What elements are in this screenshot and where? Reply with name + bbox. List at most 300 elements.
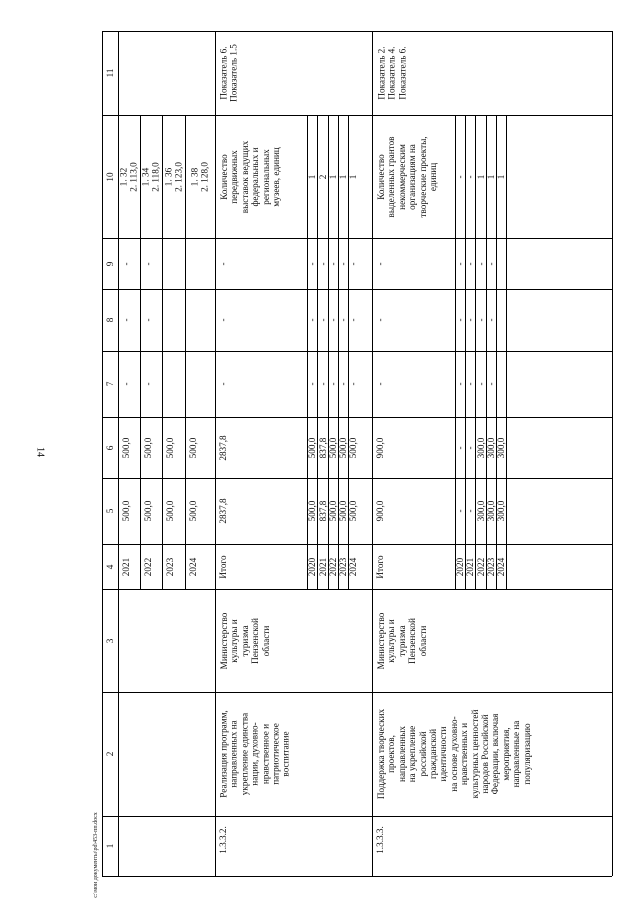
indicator-value-cell-line: 2. 113,0 bbox=[129, 161, 139, 192]
value-cell bbox=[455, 318, 465, 321]
value-cell bbox=[143, 437, 153, 458]
value-cell bbox=[121, 501, 131, 522]
column-number-5-line: 5 bbox=[104, 508, 115, 514]
total-value bbox=[375, 262, 385, 265]
column-boundary bbox=[102, 544, 612, 545]
value-cell bbox=[317, 382, 327, 385]
indicator-value-cell-line: 1 bbox=[327, 174, 338, 179]
value-cell-line: 500,0 bbox=[337, 437, 348, 458]
year-cell bbox=[475, 557, 485, 575]
section-name-line: Федерации, включая bbox=[490, 713, 501, 795]
value-cell-line: - bbox=[485, 318, 496, 322]
value-cell-line: - bbox=[464, 261, 475, 266]
value-cell-line: - bbox=[475, 382, 486, 386]
value-cell-line: - bbox=[120, 382, 131, 386]
indicator-value-cell-line: 1 bbox=[475, 174, 486, 179]
value-cell-line: - bbox=[142, 318, 153, 322]
column-boundary bbox=[102, 417, 612, 418]
executor-cell-line: туризма bbox=[239, 624, 250, 657]
value-cell-line: - bbox=[475, 261, 486, 266]
value-cell-line: - bbox=[454, 261, 465, 266]
value-cell bbox=[143, 501, 153, 522]
value-cell bbox=[496, 501, 506, 522]
value-cell bbox=[328, 382, 338, 385]
value-cell-line: - bbox=[306, 318, 317, 322]
executor-cell-line: Пензенской bbox=[250, 617, 261, 664]
value-cell-line: - bbox=[475, 318, 486, 322]
value-cell bbox=[317, 437, 327, 458]
value-cell-line: 500,0 bbox=[327, 437, 338, 458]
indicator-value-cell bbox=[328, 174, 338, 179]
total-value-line: - bbox=[217, 261, 228, 266]
value-cell-line: - bbox=[454, 445, 465, 450]
year-cell-line: 2021 bbox=[120, 557, 131, 576]
section-number-line: 1.3.3.3. bbox=[374, 826, 385, 854]
indicator-value-cell bbox=[163, 162, 184, 192]
value-cell bbox=[188, 501, 198, 522]
value-cell bbox=[465, 509, 475, 512]
total-value bbox=[375, 501, 385, 522]
section-separator bbox=[372, 31, 373, 876]
indicator-value-cell-line: - bbox=[454, 174, 465, 179]
section-name-line: направленные на bbox=[511, 720, 522, 788]
value-cell bbox=[455, 382, 465, 385]
indicator-name-line: некоммерческим bbox=[396, 143, 407, 210]
indicator-value-cell-line: 1. 32 bbox=[118, 167, 129, 186]
indicator-name-line: региональных bbox=[260, 148, 271, 205]
value-cell bbox=[307, 262, 317, 265]
section-name bbox=[219, 710, 292, 797]
value-cell bbox=[121, 262, 131, 265]
section-name-line: народов Российской bbox=[480, 714, 491, 794]
value-cell bbox=[486, 262, 496, 265]
total-value bbox=[218, 498, 228, 523]
value-cell bbox=[121, 382, 131, 385]
value-cell-line: 500,0 bbox=[306, 437, 317, 458]
value-cell-line: - bbox=[347, 261, 358, 266]
indicator-name-line: музеев, единиц bbox=[271, 146, 281, 207]
indicator-value-cell bbox=[190, 162, 211, 192]
year-cell bbox=[165, 557, 175, 575]
value-cell bbox=[328, 318, 338, 321]
year-cell bbox=[338, 557, 348, 575]
value-cell-line: - bbox=[485, 382, 496, 386]
year-cell bbox=[496, 557, 506, 575]
value-cell-line: - bbox=[337, 382, 348, 386]
value-cell bbox=[328, 437, 338, 458]
value-cell bbox=[328, 501, 338, 522]
section-name-line: на укрепление bbox=[407, 725, 418, 783]
value-cell bbox=[317, 318, 327, 321]
value-cell bbox=[475, 318, 485, 321]
executor-cell-line: туризма bbox=[396, 624, 407, 657]
value-cell bbox=[486, 318, 496, 321]
value-cell-line: - bbox=[464, 382, 475, 386]
indicator-value-cell-line: 1 bbox=[347, 174, 358, 179]
value-cell-line: - bbox=[454, 382, 465, 386]
section-name-line: проектов, bbox=[386, 735, 397, 773]
section-name-line: нации, духовно- bbox=[250, 722, 261, 786]
value-cell-line: 300,0 bbox=[485, 500, 496, 522]
column-boundary bbox=[102, 351, 612, 352]
executor-cell-line: области bbox=[260, 625, 271, 656]
indicator-name bbox=[219, 140, 281, 213]
column-boundary bbox=[102, 238, 612, 239]
indicator-value-cell-line: 1. 38 bbox=[189, 167, 200, 186]
section-number bbox=[375, 826, 385, 854]
indicator-name-line: единиц bbox=[428, 162, 438, 191]
value-cell-line: - bbox=[306, 382, 317, 386]
value-cell-line: 500,0 bbox=[306, 500, 317, 522]
total-label-line: Итого bbox=[217, 554, 228, 579]
executor-cell bbox=[219, 612, 271, 669]
indicator-value-cell-line: 1 bbox=[337, 174, 348, 179]
value-cell-line: - bbox=[454, 318, 465, 322]
total-value bbox=[218, 262, 228, 265]
value-cell bbox=[143, 382, 153, 385]
total-value-line: 900,0 bbox=[374, 500, 385, 522]
value-cell bbox=[475, 437, 485, 458]
indicator-value-cell-line: 2. 123,0 bbox=[173, 161, 184, 192]
indicator-name-line: выставок ведущих bbox=[239, 140, 250, 213]
file-path-footer: c:\мои документы\рd\453-пп.docx bbox=[93, 812, 99, 898]
value-cell-line: 500,0 bbox=[327, 500, 338, 522]
indicator-value-cell-line: 2. 118,0 bbox=[151, 161, 161, 192]
value-cell bbox=[348, 382, 358, 385]
value-cell bbox=[338, 318, 348, 321]
table-border bbox=[102, 31, 103, 876]
section-name-line: мероприятия, bbox=[500, 727, 511, 781]
value-cell bbox=[328, 262, 338, 265]
indicator-name bbox=[376, 136, 438, 217]
column-number-1 bbox=[105, 844, 115, 849]
indicator-value-cell-line: 2 bbox=[317, 174, 328, 179]
indicator-value-cell bbox=[465, 175, 475, 178]
row-separator bbox=[455, 115, 456, 589]
value-cell-line: - bbox=[142, 261, 153, 266]
section-name-line: укрепление единства bbox=[239, 712, 250, 796]
section-name-line: патриотическое bbox=[271, 723, 281, 785]
executor-cell-line: Министерство bbox=[218, 612, 229, 669]
section-name-line: нравственное и bbox=[260, 723, 271, 785]
indicator-value-cell bbox=[338, 174, 348, 179]
section-name-line: направленных bbox=[396, 726, 407, 782]
value-cell bbox=[486, 501, 496, 522]
value-cell-line: - bbox=[327, 318, 338, 322]
value-cell-line: - bbox=[347, 318, 358, 322]
table-border bbox=[102, 31, 612, 32]
section-number-line: 1.3.3.2. bbox=[217, 826, 228, 854]
year-cell bbox=[328, 557, 338, 575]
section-name-line: на основе духовно- bbox=[448, 716, 459, 792]
indicator-value-cell bbox=[348, 174, 358, 179]
total-label-line: Итого bbox=[374, 554, 385, 579]
indicator-value-cell-line: 1. 34 bbox=[140, 167, 151, 186]
column-number-6 bbox=[105, 445, 115, 450]
indicator-value-cell bbox=[317, 174, 327, 179]
value-cell bbox=[188, 437, 198, 458]
row-separator bbox=[465, 115, 466, 589]
total-value bbox=[375, 318, 385, 321]
executor-cell-line: Пензенской bbox=[407, 617, 418, 664]
indicator-reference-line: Показатель 4. bbox=[386, 46, 397, 100]
indicator-name-line: Количество bbox=[375, 153, 386, 200]
value-cell bbox=[143, 318, 153, 321]
indicator-value-cell bbox=[141, 162, 162, 192]
indicator-reference-line: Показатель 6. bbox=[396, 46, 407, 100]
indicator-name-line: выделенных грантов bbox=[386, 135, 397, 218]
section-name-line: гражданской bbox=[427, 728, 438, 780]
value-cell-line: - bbox=[464, 445, 475, 450]
value-cell-line: 300,0 bbox=[495, 437, 506, 458]
section-name-line: культурных ценностей bbox=[469, 709, 480, 799]
indicator-value-cell-line: 2. 128,0 bbox=[200, 161, 210, 192]
value-cell bbox=[338, 437, 348, 458]
year-cell bbox=[348, 557, 358, 575]
value-cell bbox=[307, 382, 317, 385]
value-cell bbox=[338, 501, 348, 522]
indicator-value-cell-line: - bbox=[464, 174, 475, 179]
value-cell bbox=[307, 501, 317, 522]
total-label bbox=[375, 555, 385, 578]
year-cell-line: 2024 bbox=[187, 557, 198, 576]
column-number-4 bbox=[105, 564, 115, 569]
column-number-7-line: 7 bbox=[104, 381, 115, 387]
column-number-9 bbox=[105, 261, 115, 266]
indicator-value-cell-line: 1 bbox=[485, 174, 496, 179]
value-cell-line: - bbox=[317, 261, 328, 266]
table-border bbox=[102, 876, 612, 877]
value-cell bbox=[121, 318, 131, 321]
column-number-11 bbox=[105, 69, 115, 78]
value-cell bbox=[475, 382, 485, 385]
value-cell-line: 837,8 bbox=[317, 437, 328, 458]
column-boundary bbox=[102, 816, 612, 817]
value-cell bbox=[121, 437, 131, 458]
value-cell bbox=[486, 437, 496, 458]
indicator-value-cell-line: 1. 36 bbox=[163, 167, 174, 186]
value-cell-line: 300,0 bbox=[485, 437, 496, 458]
column-number-5 bbox=[105, 509, 115, 514]
value-cell bbox=[307, 437, 317, 458]
total-value-line: - bbox=[217, 382, 228, 386]
value-cell-line: 500,0 bbox=[187, 437, 198, 458]
total-value-line: - bbox=[374, 318, 385, 322]
column-boundary bbox=[102, 589, 612, 590]
year-cell bbox=[486, 557, 496, 575]
executor-cell-line: области bbox=[417, 625, 428, 656]
section-name-line: идентичности bbox=[438, 726, 449, 782]
indicator-reference-line: Показатель 6. bbox=[218, 46, 229, 100]
value-cell-line: - bbox=[464, 318, 475, 322]
value-cell bbox=[465, 262, 475, 265]
executor-cell bbox=[376, 612, 428, 669]
value-cell bbox=[143, 262, 153, 265]
value-cell-line: 500,0 bbox=[120, 437, 131, 458]
executor-cell-line: культуры и bbox=[229, 618, 240, 663]
value-cell-line: 300,0 bbox=[495, 500, 506, 522]
indicator-name-line: творческие проекты, bbox=[417, 135, 428, 218]
value-cell-line: - bbox=[327, 382, 338, 386]
column-number-8 bbox=[105, 318, 115, 323]
value-cell-line: 500,0 bbox=[187, 500, 198, 522]
total-value bbox=[218, 435, 228, 460]
total-value bbox=[218, 318, 228, 321]
value-cell bbox=[348, 262, 358, 265]
year-cell bbox=[121, 557, 131, 575]
column-number-2 bbox=[105, 752, 115, 757]
total-value bbox=[218, 382, 228, 385]
value-cell bbox=[317, 501, 327, 522]
year-cell bbox=[465, 557, 475, 575]
value-cell bbox=[348, 501, 358, 522]
value-cell bbox=[338, 262, 348, 265]
value-cell bbox=[348, 437, 358, 458]
year-cell-line: 2020 bbox=[306, 557, 317, 576]
value-cell-line: - bbox=[464, 509, 475, 513]
year-cell-line: 2021 bbox=[464, 557, 475, 576]
column-number-9-line: 9 bbox=[104, 261, 115, 266]
value-cell-line: - bbox=[485, 261, 496, 266]
indicator-value-cell-line: 1 bbox=[306, 174, 317, 179]
value-cell-line: - bbox=[327, 261, 338, 266]
year-cell-line: 2022 bbox=[475, 557, 486, 576]
column-number-11-line: 11 bbox=[104, 68, 115, 78]
total-value-line: 2837,8 bbox=[217, 434, 228, 461]
section-number bbox=[218, 826, 228, 854]
indicator-value-cell bbox=[486, 174, 496, 179]
value-cell bbox=[455, 262, 465, 265]
indicator-value-cell bbox=[455, 175, 465, 178]
indicator-reference bbox=[376, 46, 407, 99]
value-cell bbox=[317, 262, 327, 265]
column-number-8-line: 8 bbox=[104, 317, 115, 323]
column-number-6-line: 6 bbox=[104, 445, 115, 450]
value-cell-line: 300,0 bbox=[475, 437, 486, 458]
value-cell-line: - bbox=[347, 382, 358, 386]
value-cell bbox=[465, 382, 475, 385]
value-cell-line: 500,0 bbox=[120, 500, 131, 522]
section-name-line: нравственных и bbox=[459, 722, 470, 786]
section-separator bbox=[215, 31, 216, 876]
page-number: 14 bbox=[34, 447, 46, 457]
indicator-reference-line: Показатель 1.5 bbox=[229, 44, 240, 102]
value-cell bbox=[455, 509, 465, 512]
indicator-reference-line: Показатель 2. bbox=[375, 46, 386, 100]
column-number-7 bbox=[105, 382, 115, 387]
year-cell bbox=[143, 557, 153, 575]
value-cell-line: 500,0 bbox=[347, 500, 358, 522]
value-cell bbox=[475, 501, 485, 522]
value-cell-line: - bbox=[142, 382, 153, 386]
indicator-value-cell bbox=[119, 162, 140, 192]
column-number-1-line: 1 bbox=[104, 843, 115, 849]
year-cell-line: 2022 bbox=[142, 557, 153, 576]
year-cell-line: 2023 bbox=[485, 557, 496, 576]
executor-cell-line: Министерство bbox=[375, 612, 386, 669]
value-cell-line: 500,0 bbox=[347, 437, 358, 458]
section-name-line: воспитание bbox=[281, 731, 292, 777]
section-name-line: популяризацию bbox=[521, 723, 532, 785]
year-cell bbox=[455, 557, 465, 575]
value-cell-line: 837,8 bbox=[317, 500, 328, 522]
section-name-line: направленных на bbox=[229, 720, 240, 788]
total-value-line: 900,0 bbox=[374, 437, 385, 458]
value-cell bbox=[475, 262, 485, 265]
column-boundary bbox=[102, 478, 612, 479]
year-cell-line: 2022 bbox=[327, 557, 338, 576]
value-cell bbox=[165, 501, 175, 522]
indicator-value-cell bbox=[496, 174, 506, 179]
value-cell bbox=[465, 446, 475, 449]
column-boundary bbox=[102, 692, 612, 693]
header-separator bbox=[118, 31, 119, 876]
section-name-line: российской bbox=[417, 731, 428, 777]
year-cell-line: 2024 bbox=[495, 557, 506, 576]
value-cell bbox=[486, 382, 496, 385]
indicator-reference bbox=[219, 44, 240, 102]
year-cell-line: 2021 bbox=[317, 557, 328, 576]
column-boundary bbox=[102, 115, 612, 116]
value-cell bbox=[165, 437, 175, 458]
section-name-line: Поддержка творческих bbox=[375, 708, 386, 800]
value-cell-line: - bbox=[317, 318, 328, 322]
value-cell-line: - bbox=[120, 261, 131, 266]
value-cell bbox=[465, 318, 475, 321]
value-cell-line: - bbox=[337, 318, 348, 322]
year-cell-line: 2023 bbox=[164, 557, 175, 576]
year-cell bbox=[317, 557, 327, 575]
rotated-table bbox=[102, 31, 612, 876]
year-cell bbox=[188, 557, 198, 575]
indicator-name-line: передвижных bbox=[229, 149, 240, 204]
value-cell bbox=[455, 446, 465, 449]
column-number-10 bbox=[105, 172, 115, 181]
year-cell bbox=[307, 557, 317, 575]
section-name-line: Реализация программ, bbox=[218, 710, 229, 798]
column-number-2-line: 2 bbox=[104, 751, 115, 757]
year-cell-line: 2023 bbox=[337, 557, 348, 576]
value-cell bbox=[307, 318, 317, 321]
value-cell-line: 500,0 bbox=[142, 500, 153, 522]
column-number-10-line: 10 bbox=[104, 171, 115, 182]
indicator-name-line: Количество bbox=[218, 153, 229, 200]
total-value-line: - bbox=[374, 261, 385, 266]
value-cell-line: 500,0 bbox=[337, 500, 348, 522]
total-value bbox=[375, 437, 385, 458]
total-label bbox=[218, 555, 228, 578]
executor-cell-line: культуры и bbox=[386, 618, 397, 663]
value-cell-line: - bbox=[306, 261, 317, 266]
value-cell-line: 500,0 bbox=[164, 500, 175, 522]
table-border bbox=[612, 31, 613, 876]
year-cell-line: 2020 bbox=[454, 557, 465, 576]
column-boundary bbox=[102, 289, 612, 290]
value-cell bbox=[496, 437, 506, 458]
value-cell-line: - bbox=[454, 509, 465, 513]
column-number-3-line: 3 bbox=[104, 638, 115, 643]
indicator-value-cell bbox=[307, 174, 317, 179]
value-cell-line: - bbox=[317, 382, 328, 386]
value-cell-line: - bbox=[337, 261, 348, 266]
indicator-value-cell-line: 1 bbox=[495, 174, 506, 179]
column-number-4-line: 4 bbox=[104, 564, 115, 569]
indicator-name-line: федеральных и bbox=[250, 146, 261, 207]
value-cell-line: 500,0 bbox=[164, 437, 175, 458]
value-cell bbox=[338, 382, 348, 385]
column-number-3 bbox=[105, 638, 115, 643]
total-value-line: - bbox=[217, 318, 228, 322]
